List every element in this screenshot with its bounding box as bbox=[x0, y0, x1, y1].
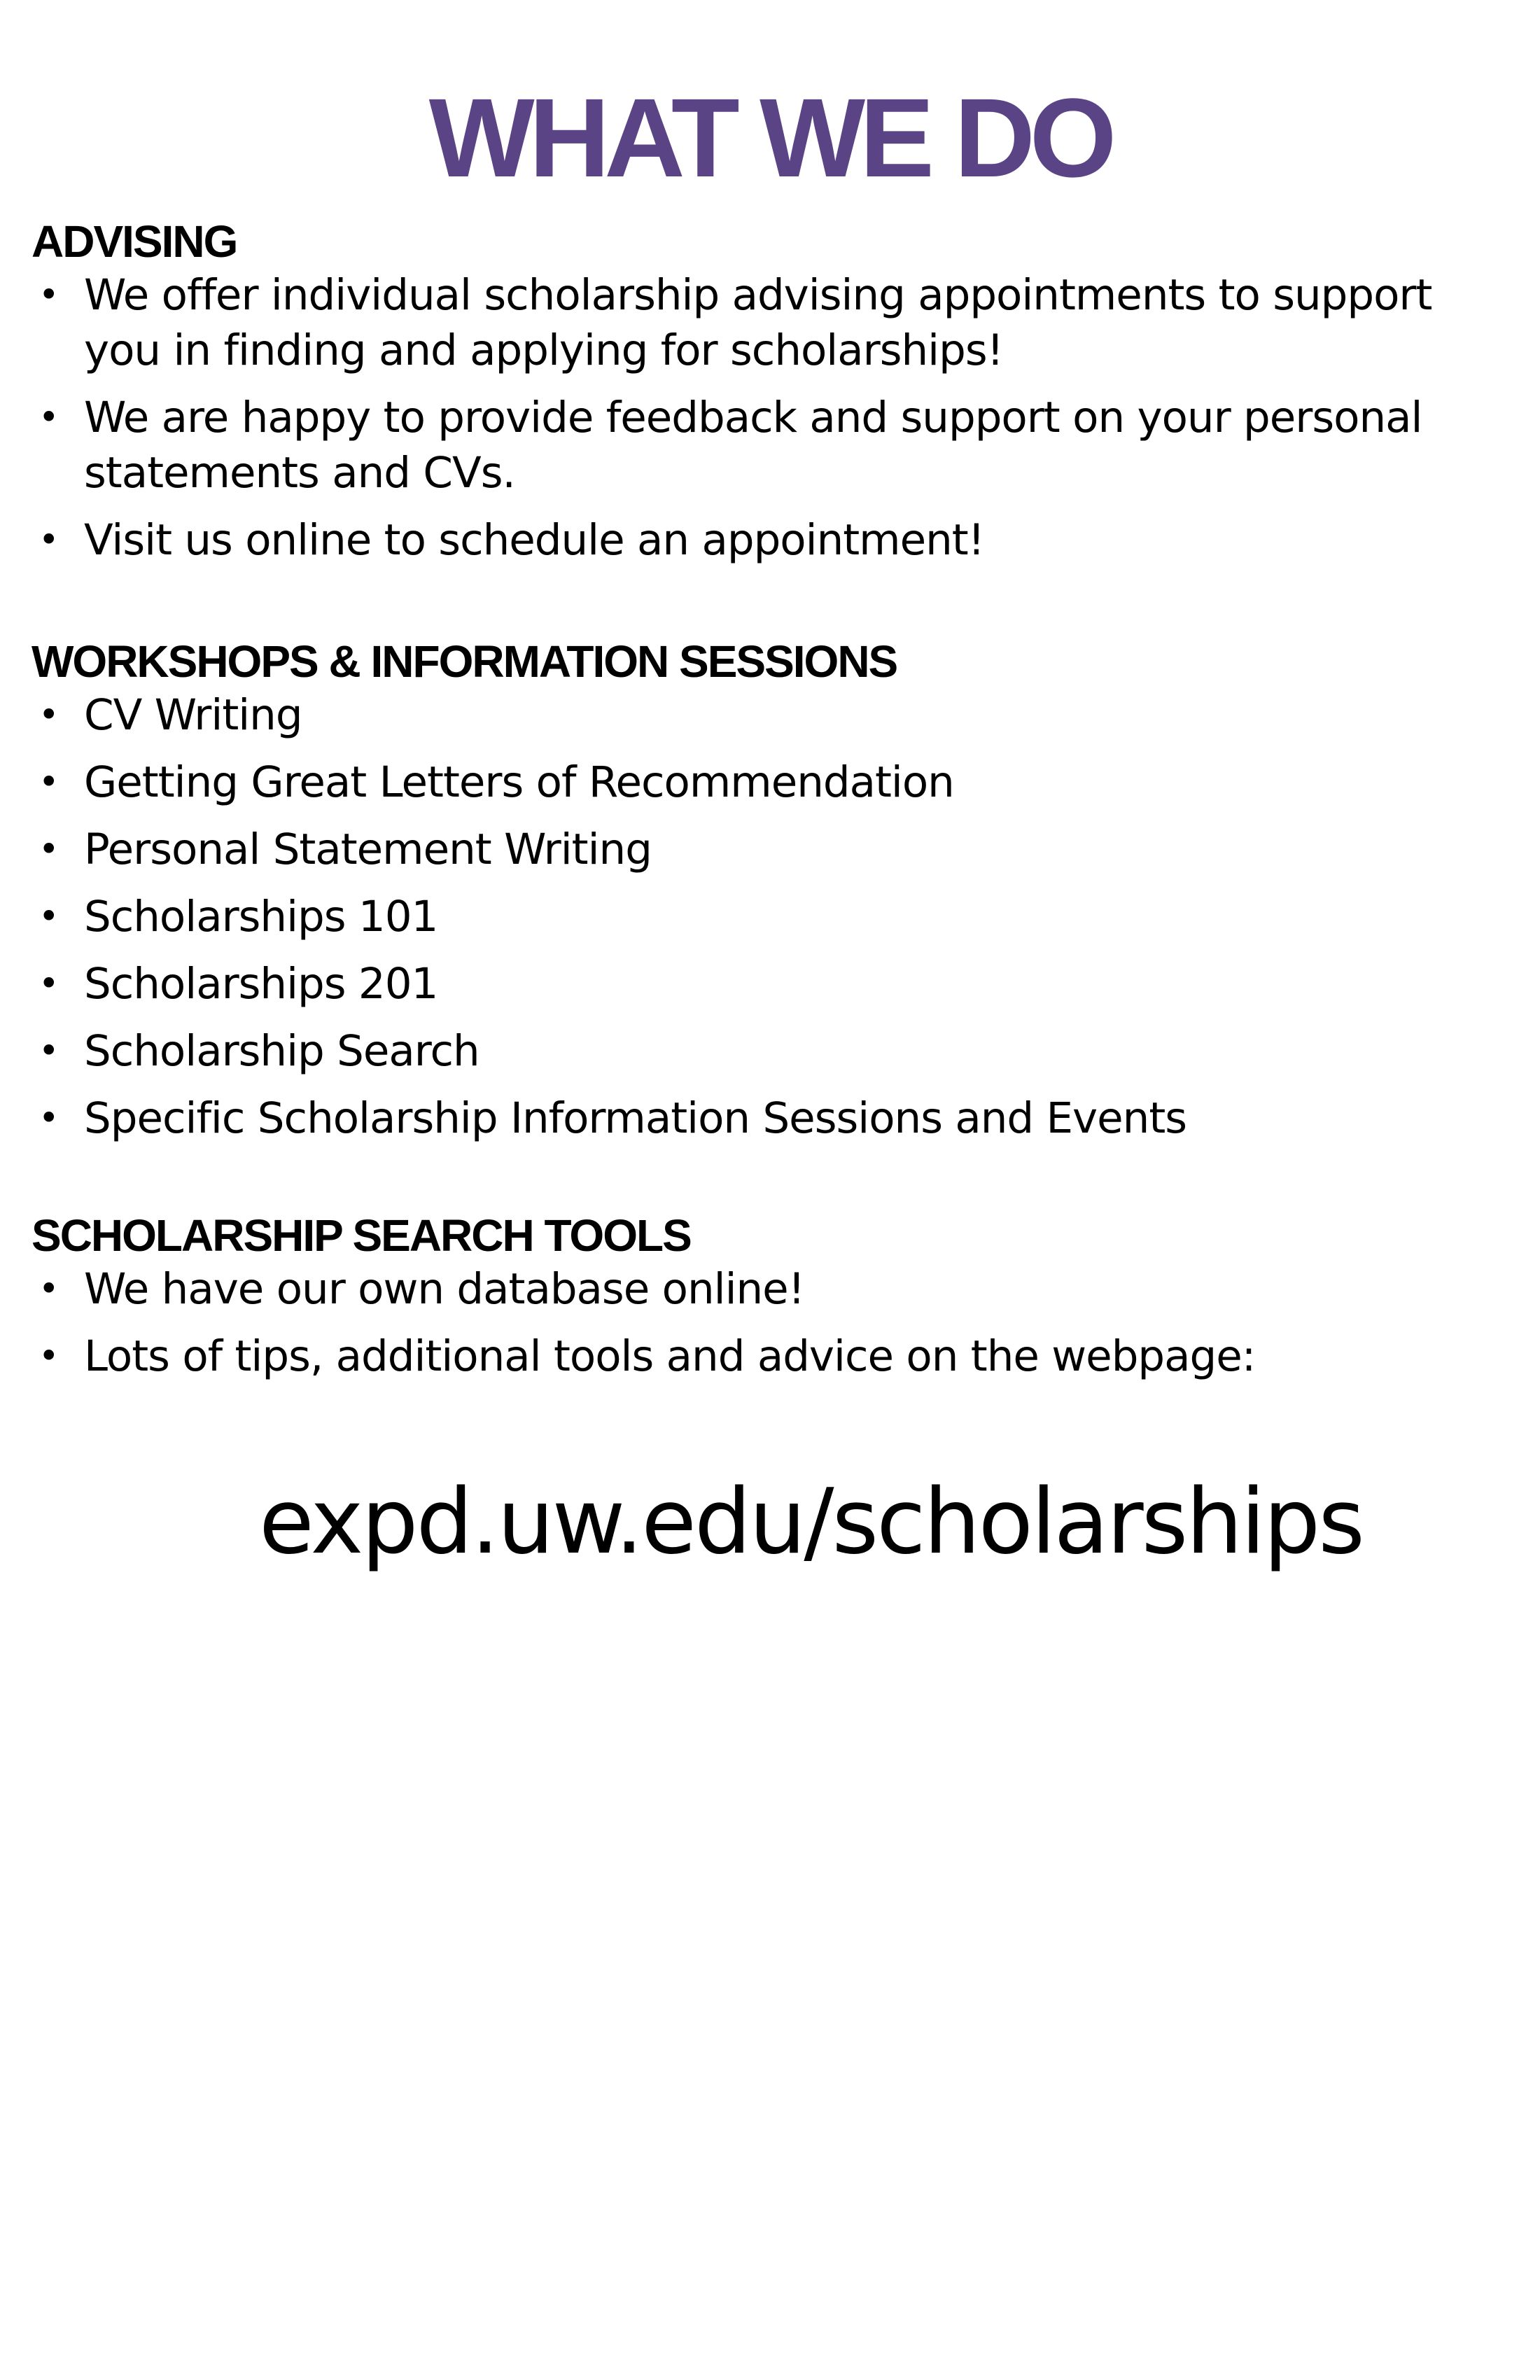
search-tools-list bbox=[31, 1261, 1516, 1384]
workshops-list bbox=[31, 687, 1516, 1146]
section-heading-advising: ADVISING bbox=[31, 216, 237, 267]
advising-list bbox=[31, 267, 1516, 568]
section-heading-workshops: WORKSHOPS & INFORMATION SESSIONS bbox=[31, 636, 897, 687]
list-item-text: CV Writing bbox=[84, 690, 302, 740]
bullet-icon: • bbox=[38, 274, 59, 315]
list-item bbox=[31, 512, 1516, 568]
list-item bbox=[31, 267, 1516, 378]
bullet-icon: • bbox=[38, 963, 59, 1004]
workshops-section bbox=[31, 636, 1516, 1158]
bullet-icon: • bbox=[38, 519, 59, 560]
list-item bbox=[31, 956, 1516, 1011]
bullet-icon: • bbox=[38, 829, 59, 869]
section-heading-search-tools: SCHOLARSHIP SEARCH TOOLS bbox=[31, 1210, 691, 1261]
list-item-text: We are happy to provide feedback and support on your personal statements and CVs. bbox=[84, 393, 1422, 498]
list-item-text: We have our own database online! bbox=[84, 1264, 805, 1314]
list-item bbox=[31, 1261, 1516, 1317]
advising-section bbox=[31, 216, 1516, 580]
list-item bbox=[31, 822, 1516, 877]
bullet-icon: • bbox=[38, 1336, 59, 1376]
list-item-text: Personal Statement Writing bbox=[84, 825, 652, 874]
website-url: expd.uw.edu/scholarships bbox=[259, 1470, 1363, 1574]
bullet-icon: • bbox=[38, 762, 59, 802]
page-title: WHAT WE DO bbox=[428, 75, 1112, 201]
bullet-icon: • bbox=[38, 896, 59, 937]
bullet-icon: • bbox=[38, 1268, 59, 1309]
bullet-icon: • bbox=[38, 1030, 59, 1071]
list-item-text: Scholarships 101 bbox=[84, 892, 438, 941]
list-item bbox=[31, 390, 1516, 500]
list-item-text: Scholarship Search bbox=[84, 1026, 479, 1076]
bullet-icon: • bbox=[38, 694, 59, 735]
list-item-text: Visit us online to schedule an appointment! bbox=[84, 515, 985, 565]
list-item bbox=[31, 687, 1516, 743]
list-item bbox=[31, 1023, 1516, 1079]
search-tools-section bbox=[31, 1210, 1516, 1396]
list-item-text: Specific Scholarship Information Sessions and Events bbox=[84, 1093, 1187, 1143]
list-item-text: We offer individual scholarship advising appointments to support you in finding and applying for scholarships! bbox=[84, 270, 1432, 375]
list-item bbox=[31, 1329, 1516, 1384]
list-item bbox=[31, 1091, 1516, 1146]
list-item-text: Lots of tips, additional tools and advice on the webpage: bbox=[84, 1331, 1256, 1381]
list-item bbox=[31, 755, 1516, 810]
bullet-icon: • bbox=[38, 1098, 59, 1138]
bullet-icon: • bbox=[38, 397, 59, 438]
list-item bbox=[31, 889, 1516, 944]
list-item-text: Getting Great Letters of Recommendation bbox=[84, 757, 954, 807]
list-item-text: Scholarships 201 bbox=[84, 959, 438, 1009]
